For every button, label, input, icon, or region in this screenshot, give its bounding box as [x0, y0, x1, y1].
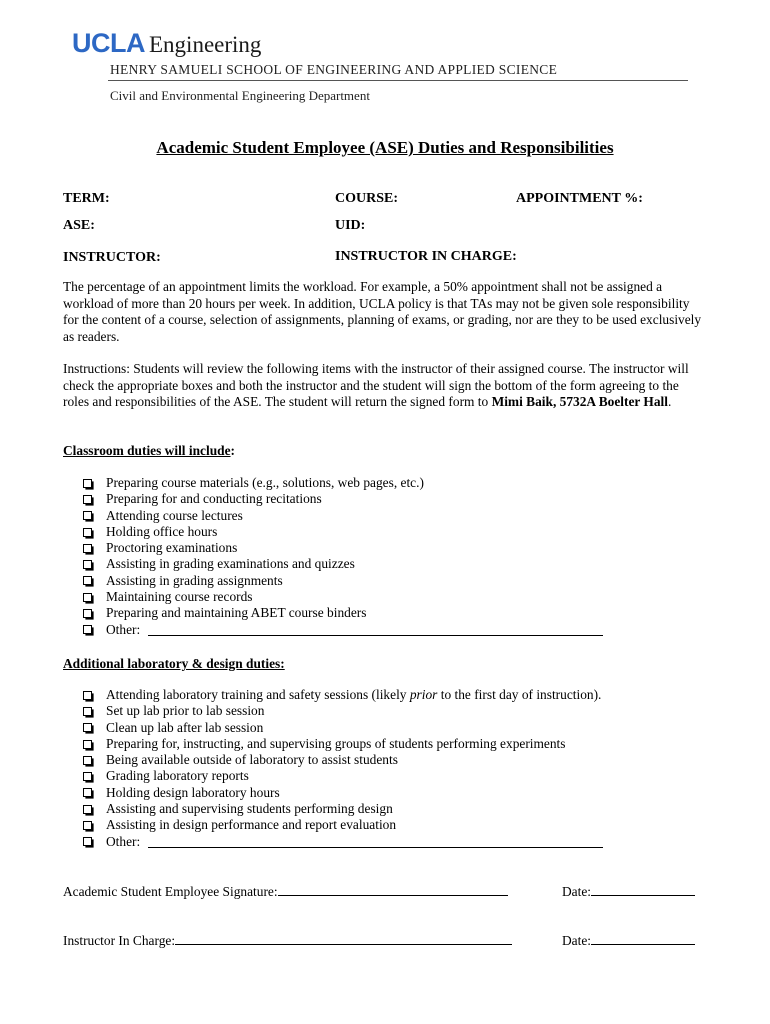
instructor-signature-field[interactable] [175, 932, 512, 945]
checkbox[interactable] [83, 479, 92, 488]
instructions-paragraph [63, 361, 703, 411]
list-item: Grading laboratory reports [83, 768, 603, 784]
checkbox[interactable] [83, 560, 92, 569]
list-item: Assisting in design performance and report evaluation [83, 817, 603, 833]
checkbox[interactable] [83, 821, 92, 830]
instructor-date-field[interactable] [591, 932, 695, 945]
checkbox[interactable] [83, 609, 92, 618]
return-contact: Mimi Baik, 5732A Boelter Hall [491, 394, 668, 409]
classroom-duties-heading [63, 443, 235, 459]
checkbox[interactable] [83, 788, 92, 797]
ase-signature-line [63, 883, 508, 900]
ucla-engineering-logo [72, 28, 261, 59]
instructions-text: Instructions: Students will review the following items with the instructor of their assigned course. The instructor will check the appropriate boxes and both the instructor and the student will sign the bottom of the form agreeing to the roles and responsibilities of the ASE. The student will return the signed form to [63, 361, 689, 409]
page-title: Academic Student Employee (ASE) Duties and Responsibilities [156, 138, 614, 157]
ase-field[interactable]: ASE: [63, 218, 95, 233]
list-item: Preparing for, instructing, and supervising groups of students performing experiments [83, 736, 603, 752]
list-item: Preparing and maintaining ABET course binders [83, 605, 603, 621]
list-item: Preparing for and conducting recitations [83, 491, 603, 507]
checkbox[interactable] [83, 625, 92, 634]
header-divider [108, 80, 688, 81]
checkbox[interactable] [83, 528, 92, 537]
ase-date-field[interactable] [591, 883, 695, 896]
list-item-other: Other: [83, 834, 603, 850]
checkbox[interactable] [83, 544, 92, 553]
classroom-duties-heading-text: Classroom duties will include [63, 443, 231, 458]
checkbox[interactable] [83, 756, 92, 765]
classroom-duties-heading-colon: : [230, 443, 235, 458]
instructor-date-line [562, 932, 695, 949]
uid-field[interactable]: UID: [335, 218, 366, 233]
lab-duties-list [83, 687, 603, 850]
ase-date-label: Date: [562, 884, 591, 899]
checkbox[interactable] [83, 740, 92, 749]
logo-engineering-text: Engineering [149, 32, 262, 57]
school-name: HENRY SAMUELI SCHOOL OF ENGINEERING AND APPLIED SCIENCE [110, 62, 558, 77]
workload-paragraph: The percentage of an appointment limits the workload. For example, a 50% appointment shall not be assigned a workload of more than 20 hours per week. In addition, UCLA policy is that TAs may not be given sole responsibility for the content of a course, selection of assignments, planning of exams, or grading, nor are they to be used exclusively as readers. [63, 279, 702, 344]
checkbox[interactable] [83, 495, 92, 504]
list-item: Assisting in grading examinations and quizzes [83, 556, 603, 572]
list-item: Assisting and supervising students performing design [83, 801, 603, 817]
instructor-signature-label: Instructor In Charge: [63, 933, 176, 948]
logo-ucla-text: UCLA [72, 28, 145, 58]
list-item: Preparing course materials (e.g., solutions, web pages, etc.) [83, 475, 603, 491]
instructor-date-label: Date: [562, 933, 591, 948]
instructor-signature-line [63, 932, 512, 949]
list-item: Holding design laboratory hours [83, 785, 603, 801]
ase-signature-label: Academic Student Employee Signature: [63, 884, 278, 899]
other-lab-duty-field[interactable] [148, 835, 603, 848]
checkbox[interactable] [83, 723, 92, 732]
checkbox[interactable] [83, 593, 92, 602]
department-name: Civil and Environmental Engineering Department [110, 88, 370, 103]
list-item: Holding office hours [83, 524, 603, 540]
list-item: Attending course lectures [83, 508, 603, 524]
lab-duties-heading: Additional laboratory & design duties: [63, 656, 285, 671]
checkbox[interactable] [83, 837, 92, 846]
instructor-in-charge-field[interactable]: INSTRUCTOR IN CHARGE: [335, 249, 517, 264]
checkbox[interactable] [83, 772, 92, 781]
list-item: Clean up lab after lab session [83, 720, 603, 736]
list-item: Attending laboratory training and safety sessions (likely prior to the first day of instruction). [83, 687, 603, 703]
list-item: Proctoring examinations [83, 540, 603, 556]
course-field[interactable]: COURSE: [335, 191, 399, 206]
appointment-field[interactable]: APPOINTMENT %: [516, 191, 643, 206]
checkbox[interactable] [83, 707, 92, 716]
checkbox[interactable] [83, 576, 92, 585]
ase-signature-field[interactable] [278, 883, 508, 896]
list-item: Maintaining course records [83, 589, 603, 605]
checkbox[interactable] [83, 691, 92, 700]
classroom-duties-list [83, 475, 603, 638]
ase-date-line [562, 883, 695, 900]
checkbox[interactable] [83, 805, 92, 814]
list-item: Set up lab prior to lab session [83, 703, 603, 719]
other-classroom-duty-field[interactable] [148, 623, 603, 636]
instructor-field[interactable]: INSTRUCTOR: [63, 250, 161, 265]
instructions-end: . [668, 394, 672, 409]
list-item: Being available outside of laboratory to assist students [83, 752, 603, 768]
list-item: Assisting in grading assignments [83, 573, 603, 589]
list-item-other: Other: [83, 622, 603, 638]
term-field[interactable]: TERM: [63, 191, 110, 206]
checkbox[interactable] [83, 511, 92, 520]
